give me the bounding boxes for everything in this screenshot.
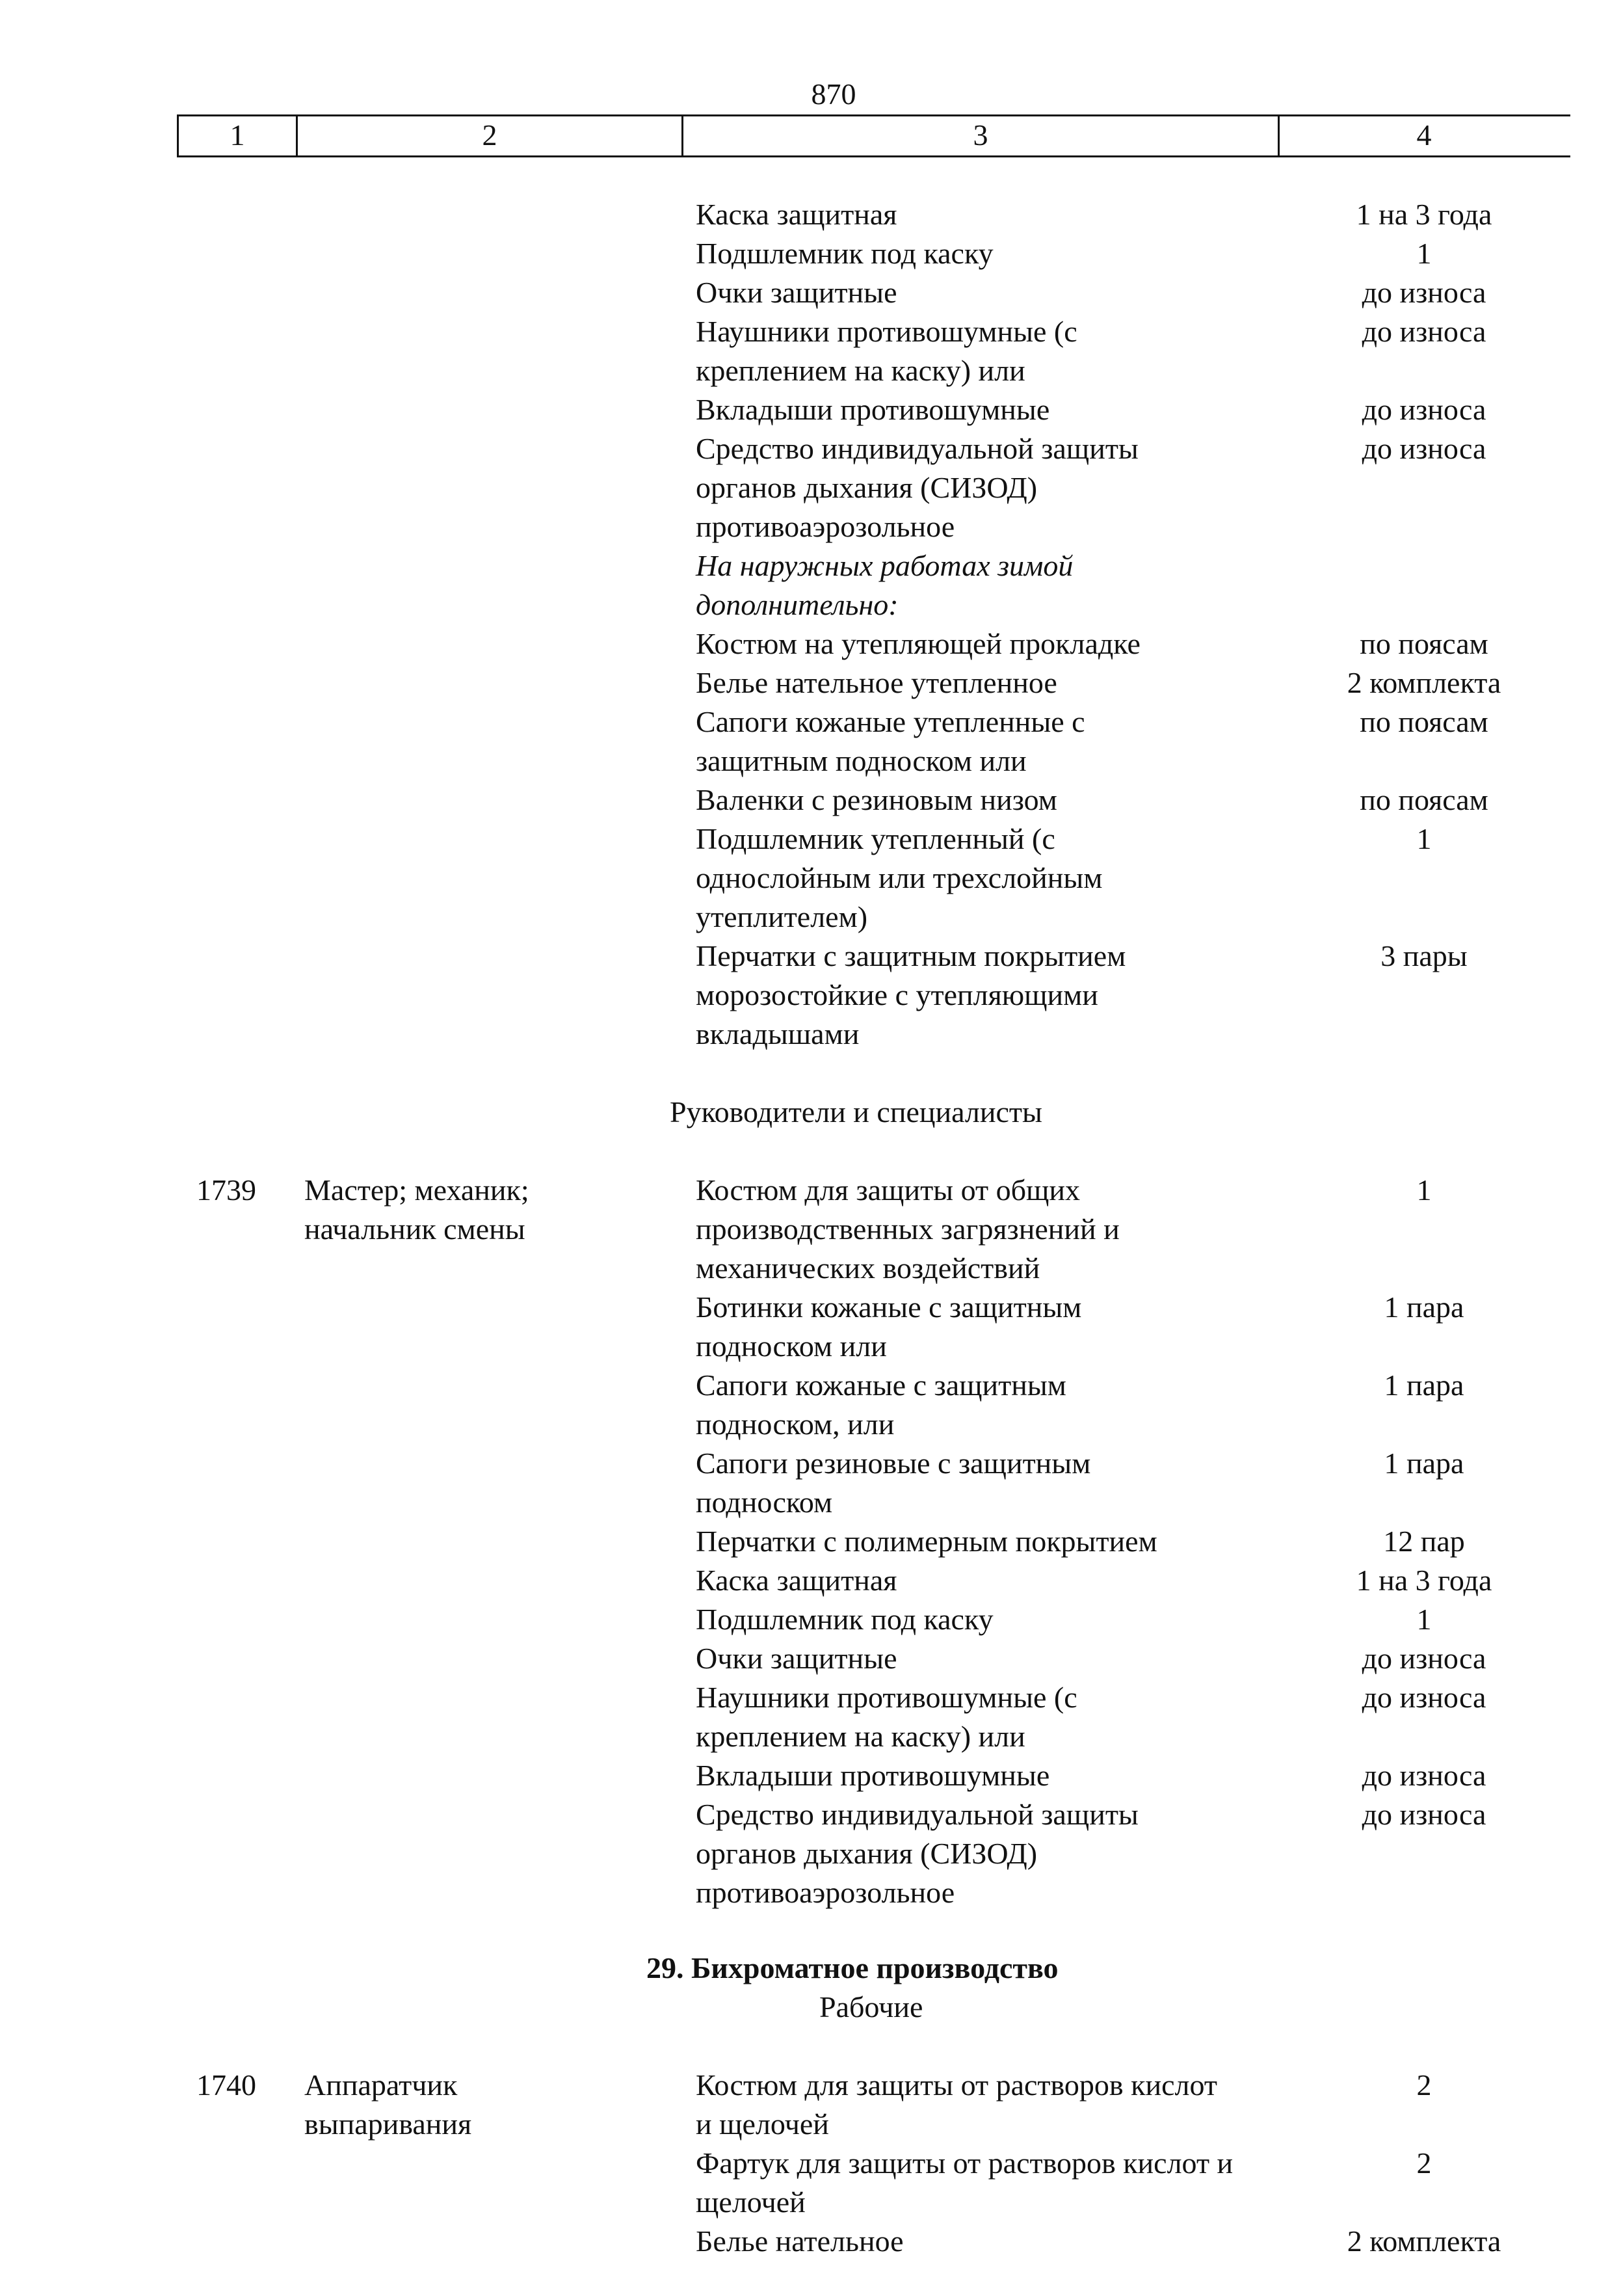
item-norm: 1 пара <box>1384 1290 1464 1324</box>
item-norm: 2 комплекта <box>1347 666 1501 699</box>
item-norm: до износа <box>1362 276 1486 309</box>
item-name: Вкладыши противошумные <box>696 1759 1050 1792</box>
item-name: Средство индивидуальной защиты органов дыхания (СИЗОД) противоаэрозольное <box>696 432 1139 543</box>
item-name: Наушники противошумные (с креплением на каску) или <box>696 315 1077 387</box>
item-norm: до износа <box>1362 1759 1486 1792</box>
item-norm: 1 пара <box>1384 1368 1464 1402</box>
item-norm: 12 пар <box>1383 1525 1465 1558</box>
item-name: Белье нательное <box>696 2224 904 2258</box>
item-norm: 2 <box>1416 2068 1432 2102</box>
item-name: Костюм для защиты от растворов кислот и щелочей <box>696 2068 1217 2141</box>
item-name: Наушники противошумные (с креплением на каску) или <box>696 1681 1077 1753</box>
item-name: Сапоги кожаные утепленные с защитным подноском или <box>696 705 1085 777</box>
item-norm: до износа <box>1362 315 1486 348</box>
item-name: Очки защитные <box>696 1642 897 1675</box>
item-name: Валенки с резиновым низом <box>696 783 1057 816</box>
item-name: Костюм для защиты от общих производственных загрязнений и механических воздействий <box>696 1173 1120 1285</box>
item-norm: до износа <box>1362 1681 1486 1714</box>
profession-name: Мастер; механик; начальник смены <box>304 1173 529 1246</box>
item-name: Вкладыши противошумные <box>696 393 1050 426</box>
item-norm: 1 на 3 года <box>1356 1564 1492 1597</box>
item-norm: 2 <box>1416 2146 1432 2180</box>
item-norm: 1 <box>1416 1173 1432 1207</box>
item-norm: 2 комплекта <box>1347 2224 1501 2258</box>
item-norm: до износа <box>1362 1798 1486 1831</box>
item-norm: по поясам <box>1360 705 1488 738</box>
item-norm: 1 <box>1416 237 1432 270</box>
item-name: Белье нательное утепленное <box>696 666 1057 699</box>
item-name: Средство индивидуальной защиты органов дыхания (СИЗОД) противоаэрозольное <box>696 1798 1139 1909</box>
item-norm: 1 на 3 года <box>1356 198 1492 231</box>
item-norm: 1 <box>1416 822 1432 855</box>
item-name: Ботинки кожаные с защитным подноском или <box>696 1290 1082 1363</box>
section-title: 29. Бихроматное производство <box>646 1951 1059 1984</box>
item-norm: до износа <box>1362 432 1486 465</box>
column-header-3: 3 <box>683 116 1280 155</box>
item-name: Перчатки с защитным покрытием морозостойкие с утепляющими вкладышами <box>696 939 1126 1050</box>
item-name: Сапоги кожаные с защитным подноском, или <box>696 1368 1066 1441</box>
item-norm: по поясам <box>1360 627 1488 660</box>
item-name: Подшлемник под каску <box>696 237 994 270</box>
column-header-row <box>177 114 1570 157</box>
item-name: Фартук для защиты от растворов кислот и щелочей <box>696 2146 1234 2219</box>
page-number: 870 <box>811 77 856 111</box>
item-name: Каска защитная <box>696 1564 897 1597</box>
item-norm: до износа <box>1362 393 1486 426</box>
item-norm: по поясам <box>1360 783 1488 816</box>
item-name: Костюм на утепляющей прокладке <box>696 627 1141 660</box>
item-norm: 1 <box>1416 1603 1432 1636</box>
profession-name: Аппаратчик выпаривания <box>304 2068 472 2141</box>
item-norm: 1 пара <box>1384 1447 1464 1480</box>
section-subtitle: Рабочие <box>819 1990 923 2023</box>
row-number: 1740 <box>196 2068 256 2102</box>
item-norm: 3 пары <box>1380 939 1468 972</box>
item-name: Подшлемник утепленный (с однослойным или трехслойным утеплителем) <box>696 822 1103 933</box>
item-name: Подшлемник под каску <box>696 1603 994 1636</box>
row-number: 1739 <box>196 1173 256 1207</box>
item-name: На наружных работах зимой дополнительно: <box>696 549 1074 621</box>
column-header-1: 1 <box>179 116 298 155</box>
item-norm: до износа <box>1362 1642 1486 1675</box>
item-name: Перчатки с полимерным покрытием <box>696 1525 1157 1558</box>
item-name: Сапоги резиновые с защитным подноском <box>696 1447 1091 1519</box>
column-header-4: 4 <box>1416 118 1432 152</box>
column-header-2: 2 <box>298 116 683 155</box>
subheading-managers: Руководители и специалисты <box>670 1095 1042 1128</box>
item-name: Очки защитные <box>696 276 897 309</box>
item-name: Каска защитная <box>696 198 897 231</box>
